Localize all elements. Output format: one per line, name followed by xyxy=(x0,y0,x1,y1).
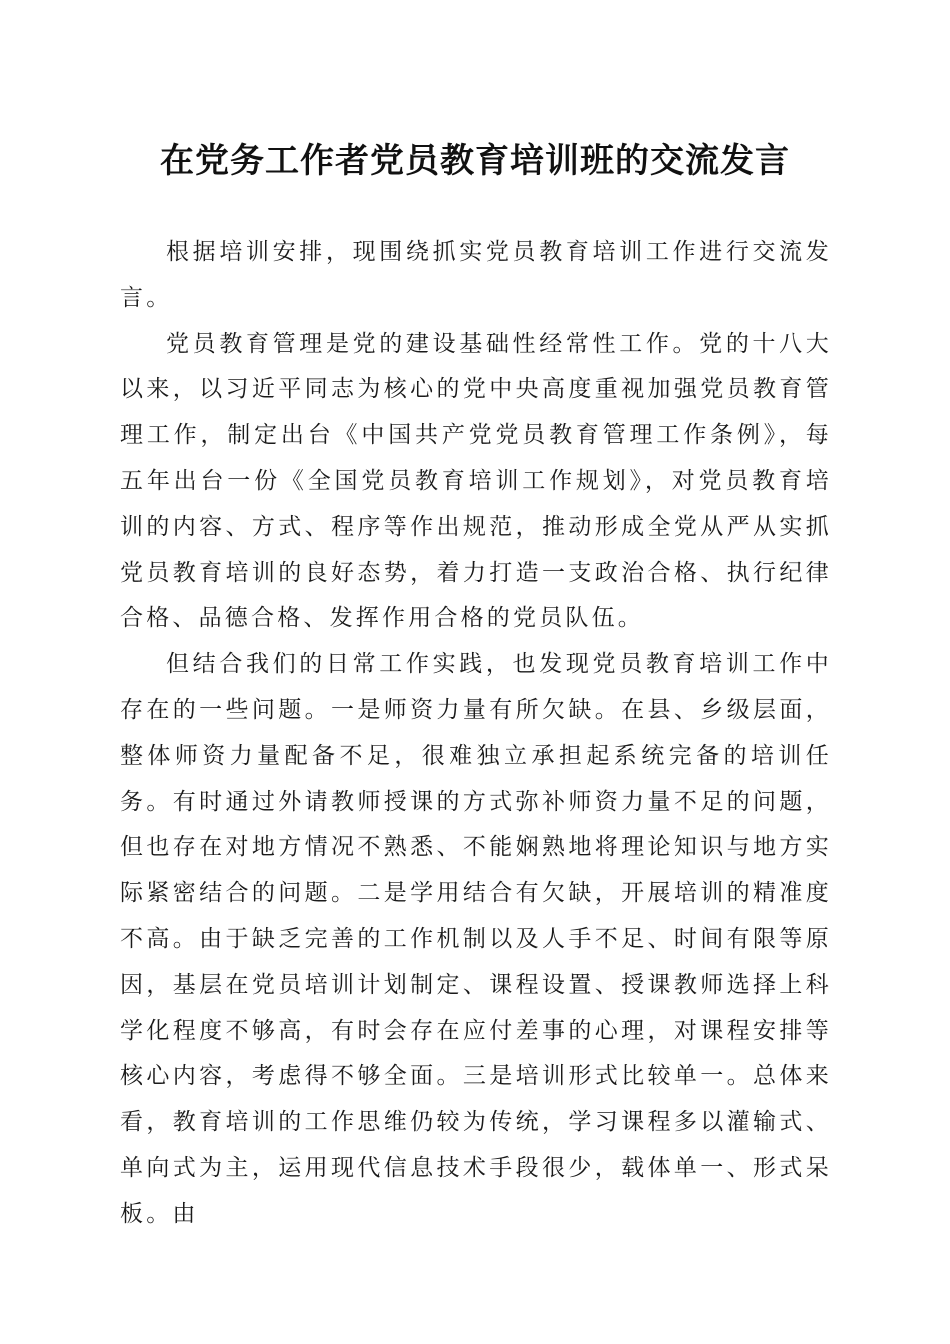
paragraph-1: 根据培训安排，现围绕抓实党员教育培训工作进行交流发言。 xyxy=(120,239,832,311)
document-body xyxy=(120,230,832,1238)
paragraph-2: 党员教育管理是党的建设基础性经常性工作。党的十八大以来，以习近平同志为核心的党中央高度重视加强党员教育管理工作，制定出台《中国共产党党员教育管理工作条例》，每五年出台一份《全国党员教育培训工作规划》，对党员教育培训的内容、方式、程序等作出规范，推动形成全党从严从实抓党员教育培训的良好态势，着力打造一支政治合格、执行纪律合格、品德合格、发挥作用合格的党员队伍。 xyxy=(120,330,832,632)
paragraph-3: 但结合我们的日常工作实践，也发现党员教育培训工作中存在的一些问题。一是师资力量有所欠缺。在县、乡级层面，整体师资力量配备不足，很难独立承担起系统完备的培训任务。有时通过外请教师授课的方式弥补师资力量不足的问题，但也存在对地方情况不熟悉、不能娴熟地将理论知识与地方实际紧密结合的问题。二是学用结合有欠缺，开展培训的精准度不高。由于缺乏完善的工作机制以及人手不足、时间有限等原因，基层在党员培训计划制定、课程设置、授课教师选择上科学化程度不够高，有时会存在应付差事的心理，对课程安排等核心内容，考虑得不够全面。三是培训形式比较单一。总体来看，教育培训的工作思维仍较为传统，学习课程多以灌输式、单向式为主，运用现代信息技术手段很少，载体单一、形式呆板。由 xyxy=(120,651,832,1227)
document-title: 在党务工作者党员教育培训班的交流发言 xyxy=(160,141,790,181)
